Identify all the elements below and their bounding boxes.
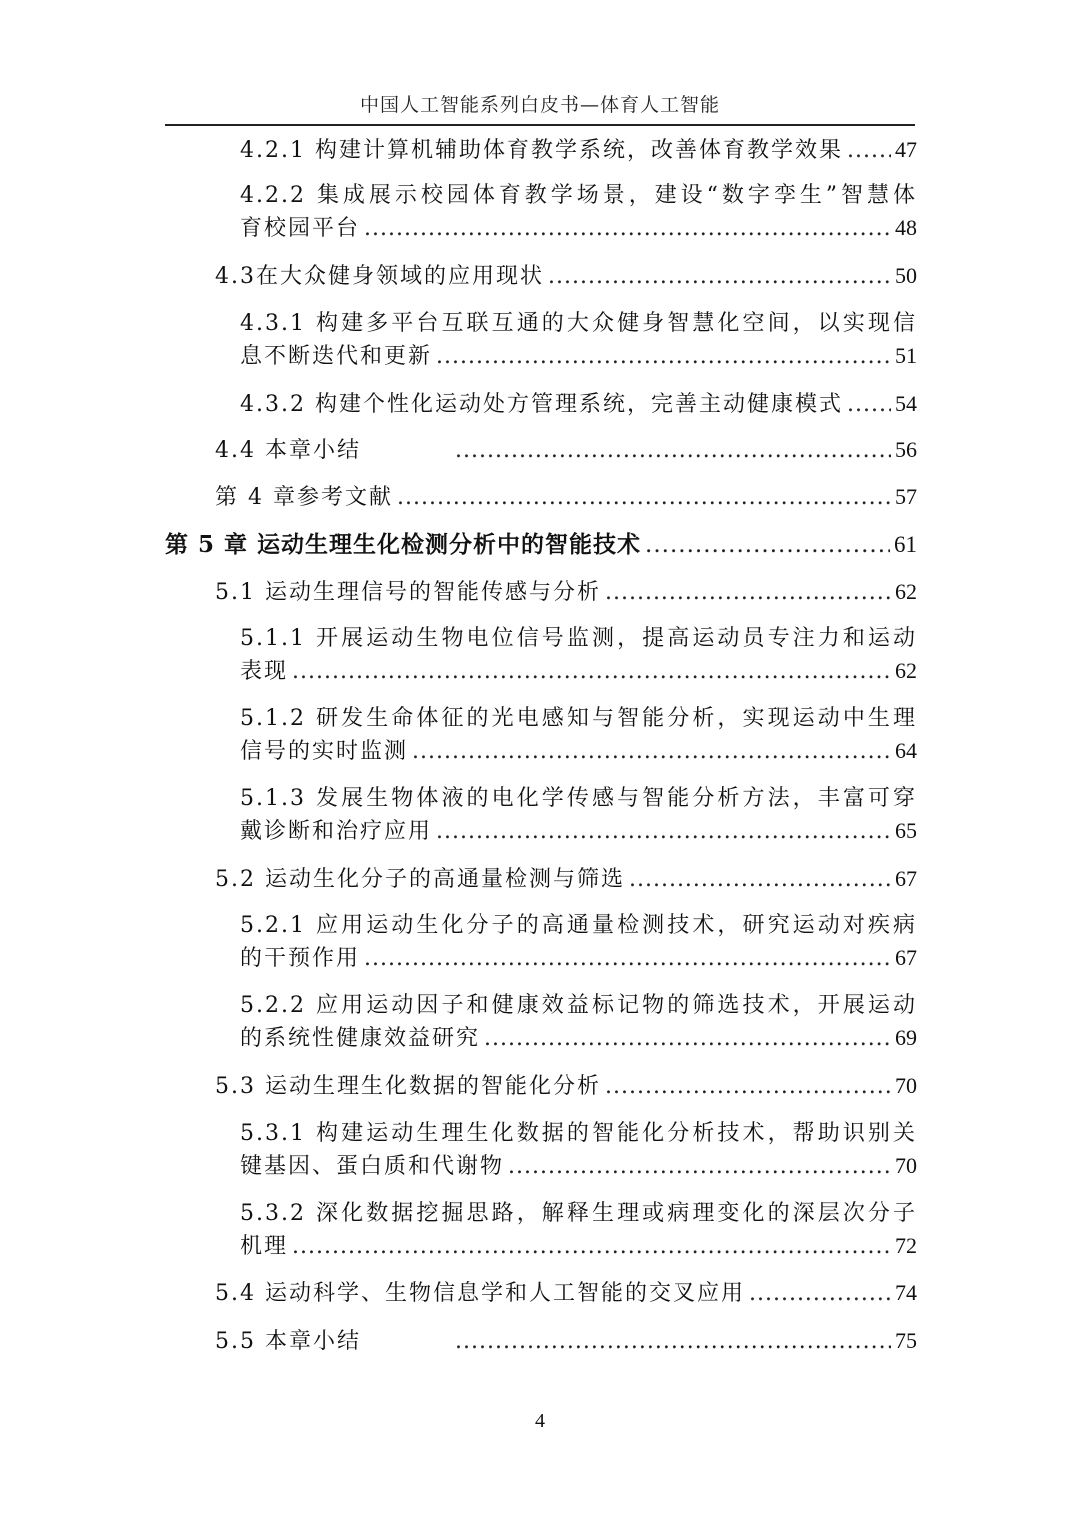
toc-leader-dots (397, 482, 891, 514)
toc-entry-title-line1: 5.1.2 研发生命体征的光电感知与智能分析，实现运动中生理 (240, 706, 917, 731)
toc-entry-chapter-4-references[interactable] (215, 481, 917, 513)
toc-entry-5-3-2[interactable] (240, 1198, 917, 1230)
toc-leader-dots (436, 341, 891, 373)
toc-page-number: 48 (895, 215, 917, 240)
toc-entry-title: 4.3.2 构建个性化运动处方管理系统，完善主动健康模式 (240, 392, 843, 417)
toc-entry-5-1-1-cont[interactable] (240, 655, 917, 687)
toc-leader-dots (455, 1326, 891, 1358)
toc-page-number: 74 (895, 1280, 917, 1305)
toc-leader-dots (605, 1071, 891, 1103)
toc-entry-title: 第 4 章参考文献 (215, 485, 393, 510)
toc-entry-5-1-3[interactable] (240, 783, 917, 815)
toc-entry-5-2[interactable] (215, 863, 917, 895)
toc-entry-title: 键基因、蛋白质和代谢物 (240, 1154, 505, 1179)
toc-page-number: 57 (895, 484, 917, 509)
toc-entry-5-1-2-cont[interactable] (240, 735, 917, 767)
toc-leader-dots (292, 1231, 891, 1263)
toc-page-number: 54 (895, 391, 917, 416)
toc-page-number: 67 (895, 945, 917, 970)
toc-entry-title: 4.4 本章小结 (215, 438, 361, 463)
toc-entry-5-1[interactable] (215, 576, 917, 608)
toc-page-number: 62 (895, 658, 917, 683)
toc-entry-title: 息不断迭代和更新 (240, 344, 433, 369)
toc-page-number: 69 (895, 1025, 917, 1050)
toc-leader-dots (749, 1278, 891, 1310)
toc-entry-title: 4.2.1 构建计算机辅助体育教学系统，改善体育教学效果 (240, 138, 843, 163)
toc-entry-5-1-2[interactable] (240, 703, 917, 735)
toc-entry-title: 的系统性健康效益研究 (240, 1026, 481, 1051)
toc-entry-5-3[interactable] (215, 1070, 917, 1102)
toc-page-number: 47 (895, 137, 917, 162)
toc-page-number: 62 (895, 579, 917, 604)
toc-entry-5-4[interactable] (215, 1277, 917, 1309)
toc-entry-title-line1: 4.2.2 集成展示校园体育教学场景，建设“数字孪生”智慧体 (240, 183, 917, 208)
toc-entry-title-line1: 5.3.2 深化数据挖掘思路，解释生理或病理变化的深层次分子 (240, 1201, 917, 1226)
toc-entry-5-2-2-cont[interactable] (240, 1022, 917, 1054)
toc-leader-dots (412, 736, 891, 768)
toc-entry-5-3-1-cont[interactable] (240, 1150, 917, 1182)
toc-leader-dots (629, 864, 891, 896)
toc-page-number: 50 (895, 263, 917, 288)
toc-entry-title: 5.3 运动生理生化数据的智能化分析 (215, 1074, 601, 1099)
toc-entry-title: 表现 (240, 659, 289, 684)
toc-leader-dots (847, 389, 891, 421)
toc-entry-title: 机理 (240, 1234, 289, 1259)
toc-entry-title: 的干预作用 (240, 946, 361, 971)
toc-entry-title-line1: 5.1.1 开展运动生物电位信号监测，提高运动员专注力和运动 (240, 626, 917, 651)
toc-entry-4-2-1[interactable] (240, 134, 917, 166)
toc-entry-5-2-2[interactable] (240, 990, 917, 1022)
toc-leader-dots (548, 261, 891, 293)
toc-page-number: 72 (895, 1233, 917, 1258)
toc-leader-dots (484, 1023, 891, 1055)
toc-page-number: 67 (895, 866, 917, 891)
toc-entry-4-3-1[interactable] (240, 308, 917, 340)
toc-page-number: 70 (895, 1153, 917, 1178)
toc-leader-dots (436, 816, 891, 848)
toc-entry-title: 5.5 本章小结 (215, 1329, 361, 1354)
toc-page-number: 51 (895, 343, 917, 368)
toc-entry-title: 5.2 运动生化分子的高通量检测与筛选 (215, 867, 625, 892)
toc-leader-dots (455, 435, 891, 467)
toc-leader-dots (364, 943, 891, 975)
toc-entry-title-line1: 4.3.1 构建多平台互联互通的大众健身智慧化空间，以实现信 (240, 311, 917, 336)
toc-leader-dots (645, 529, 890, 561)
toc-entry-title: 5.4 运动科学、生物信息学和人工智能的交叉应用 (215, 1281, 745, 1306)
toc-entry-title-line1: 5.3.1 构建运动生理生化数据的智能化分析技术，帮助识别关 (240, 1121, 917, 1146)
toc-leader-dots (508, 1151, 891, 1183)
toc-entry-title: 5.1 运动生理信号的智能传感与分析 (215, 580, 601, 605)
toc-entry-5-5[interactable] (215, 1325, 917, 1357)
toc-entry-5-2-1[interactable] (240, 910, 917, 942)
toc-entry-title: 4.3在大众健身领域的应用现状 (215, 264, 544, 289)
toc-leader-dots (605, 577, 891, 609)
running-header: 中国人工智能系列白皮书—体育人工智能 (359, 94, 720, 116)
toc-leader-dots (292, 656, 891, 688)
toc-entry-5-2-1-cont[interactable] (240, 942, 917, 974)
toc-entry-title-line1: 5.2.1 应用运动生化分子的高通量检测技术，研究运动对疾病 (240, 913, 917, 938)
toc-page-number: 61 (894, 532, 917, 557)
toc-entry-4-2-2-cont[interactable] (240, 212, 917, 244)
toc-entry-4-3-1-cont[interactable] (240, 340, 917, 372)
toc-entry-title: 育校园平台 (240, 216, 361, 241)
toc-chapter-title: 第 5 章 运动生理生化检测分析中的智能技术 (165, 531, 642, 558)
header-rule (165, 124, 915, 126)
toc-entry-title-line1: 5.2.2 应用运动因子和健康效益标记物的筛选技术，开展运动 (240, 993, 917, 1018)
toc-entry-title: 信号的实时监测 (240, 739, 409, 764)
toc-entry-title-line1: 5.1.3 发展生物体液的电化学传感与智能分析方法，丰富可穿 (240, 786, 917, 811)
toc-page-number: 70 (895, 1073, 917, 1098)
toc-entry-5-1-1[interactable] (240, 623, 917, 655)
toc-entry-chapter-5[interactable] (165, 529, 917, 561)
toc-page-number: 65 (895, 818, 917, 843)
toc-entry-5-1-3-cont[interactable] (240, 815, 917, 847)
toc-entry-5-3-2-cont[interactable] (240, 1230, 917, 1262)
toc-page-number: 64 (895, 738, 917, 763)
toc-entry-4-3-2[interactable] (240, 388, 917, 420)
toc-page-number: 75 (895, 1328, 917, 1353)
toc-entry-title: 戴诊断和治疗应用 (240, 819, 433, 844)
toc-entry-4-3[interactable] (215, 260, 917, 292)
toc-entry-4-4[interactable] (215, 434, 917, 466)
toc-leader-dots (847, 135, 891, 167)
toc-entry-5-3-1[interactable] (240, 1118, 917, 1150)
toc-leader-dots (364, 213, 891, 245)
page-number: 4 (535, 1410, 545, 1432)
toc-page-number: 56 (895, 437, 917, 462)
